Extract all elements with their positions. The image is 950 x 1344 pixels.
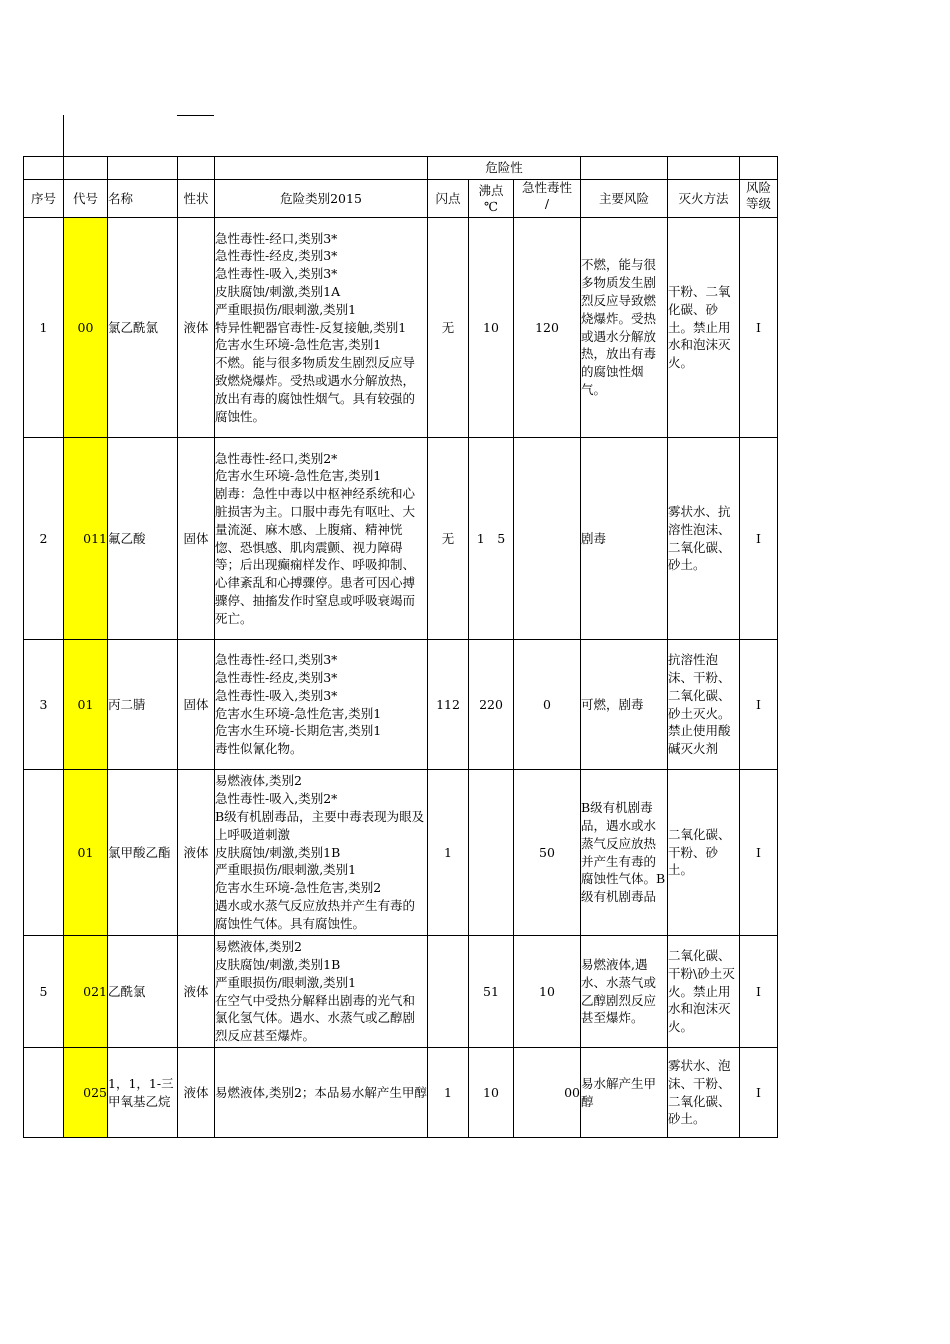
flash-cell: 无 (428, 218, 469, 438)
hazard-table (23, 156, 778, 1138)
category-cell: 易燃液体,类别2 急性毒性-吸入,类别2* B级有机剧毒品，主要中毒表现为眼及上呼吸道刺激 皮肤腐蚀/刺激,类别1B 严重眼损伤/眼刺激,类别1 危害水生环境-急性危害,类别2 遇水或水蒸气反应放热并产生有毒的腐蚀性气体。具有腐蚀性。 (215, 770, 428, 936)
boil-cell: 10 (469, 1048, 514, 1138)
table-row (24, 770, 778, 936)
tox-cell (514, 438, 581, 640)
hazard-group-label: 危险性 (428, 157, 581, 180)
category-cell: 易燃液体,类别2 皮肤腐蚀/刺激,类别1B 严重眼损伤/眼刺激,类别1 在空气中受热分解释出剧毒的光气和氯化氢气体。遇水、水蒸气或乙醇剧烈反应甚至爆炸。 (215, 936, 428, 1048)
category-cell: 急性毒性-经口,类别3* 急性毒性-经皮,类别3* 急性毒性-吸入,类别3* 危害水生环境-急性危害,类别1 危害水生环境-长期危害,类别1 毒性似氰化物。 (215, 640, 428, 770)
tox-cell: 10 (514, 936, 581, 1048)
col-header-flash: 闪点 (428, 180, 469, 218)
table-row (24, 218, 778, 438)
flash-cell (428, 936, 469, 1048)
boil-cell: 220 (469, 640, 514, 770)
col-header-level: 风险 等级 (740, 180, 778, 218)
name-cell: 丙二腈 (108, 640, 178, 770)
decorative-horizontal-line (177, 115, 214, 116)
col-header-tox: 急性毒性 / (514, 180, 581, 218)
state-cell: 液体 (178, 770, 215, 936)
name-cell: 乙酰氯 (108, 936, 178, 1048)
decorative-vertical-line (63, 115, 64, 157)
seq-cell (24, 770, 64, 936)
risk-cell: 不燃，能与很多物质发生剧烈反应导致燃烧爆炸。受热或遇水分解放热，放出有毒的腐蚀性烟气。 (581, 218, 668, 438)
fire-cell: 二氧化碳、干粉、砂土。 (668, 770, 740, 936)
level-cell: I (740, 438, 778, 640)
code-cell: 00 (64, 218, 108, 438)
flash-cell: 无 (428, 438, 469, 640)
col-header-seq: 序号 (24, 180, 64, 218)
seq-cell: 5 (24, 936, 64, 1048)
fire-cell: 二氧化碳、干粉\砂土灭火。禁止用水和泡沫灭火。 (668, 936, 740, 1048)
risk-cell: 可燃，剧毒 (581, 640, 668, 770)
tox-cell: 00 (514, 1048, 581, 1138)
state-cell: 液体 (178, 218, 215, 438)
code-cell: 025 (64, 1048, 108, 1138)
header-group-row (24, 157, 778, 180)
state-cell: 液体 (178, 1048, 215, 1138)
state-cell: 固体 (178, 438, 215, 640)
level-cell: I (740, 770, 778, 936)
fire-cell: 雾状水、泡沫、干粉、二氧化碳、砂土。 (668, 1048, 740, 1138)
risk-cell: 剧毒 (581, 438, 668, 640)
seq-cell: 2 (24, 438, 64, 640)
fire-cell: 干粉、二氧化碳、砂土。禁止用水和泡沫灭火。 (668, 218, 740, 438)
code-cell: 01 (64, 770, 108, 936)
code-cell: 011 (64, 438, 108, 640)
risk-cell: B级有机剧毒品，遇水或水蒸气反应放热并产生有毒的腐蚀性气体。B级有机剧毒品 (581, 770, 668, 936)
col-header-risk: 主要风险 (581, 180, 668, 218)
fire-cell: 雾状水、抗溶性泡沫、二氧化碳、砂土。 (668, 438, 740, 640)
level-cell: I (740, 640, 778, 770)
code-cell: 01 (64, 640, 108, 770)
boil-cell: 10 (469, 218, 514, 438)
level-cell: I (740, 218, 778, 438)
level-cell: I (740, 1048, 778, 1138)
col-header-state: 性状 (178, 180, 215, 218)
name-cell: 1，1，1-三甲氧基乙烷 (108, 1048, 178, 1138)
col-header-code: 代号 (64, 180, 108, 218)
state-cell: 固体 (178, 640, 215, 770)
col-header-name: 名称 (108, 180, 178, 218)
table-row (24, 438, 778, 640)
col-header-category: 危险类别2015 (215, 180, 428, 218)
category-cell: 急性毒性-经口,类别3* 急性毒性-经皮,类别3* 急性毒性-吸入,类别3* 皮肤腐蚀/刺激,类别1A 严重眼损伤/眼刺激,类别1 特异性靶器官毒性-反复接触,类别1 危害水生环境-急性危害,类别1 不燃。能与很多物质发生剧烈反应导致燃烧爆炸。受热或遇水分解放热，放出有毒的腐蚀性烟气。具有较强的腐蚀性。 (215, 218, 428, 438)
code-cell: 021 (64, 936, 108, 1048)
name-cell: 氯甲酸乙酯 (108, 770, 178, 936)
header-row (24, 180, 778, 218)
boil-cell: 1 5 (469, 438, 514, 640)
seq-cell: 1 (24, 218, 64, 438)
boil-cell (469, 770, 514, 936)
risk-cell: 易燃液体,遇水、水蒸气或乙醇剧烈反应甚至爆炸。 (581, 936, 668, 1048)
name-cell: 氟乙酸 (108, 438, 178, 640)
boil-cell: 51 (469, 936, 514, 1048)
fire-cell: 抗溶性泡沫、干粉、二氧化碳、砂土灭火。禁止使用酸碱灭火剂 (668, 640, 740, 770)
seq-cell (24, 1048, 64, 1138)
col-header-fire: 灭火方法 (668, 180, 740, 218)
name-cell: 氯乙酰氯 (108, 218, 178, 438)
table-row (24, 640, 778, 770)
flash-cell: 1 (428, 770, 469, 936)
state-cell: 液体 (178, 936, 215, 1048)
table-row (24, 1048, 778, 1138)
risk-cell: 易水解产生甲醇 (581, 1048, 668, 1138)
tox-cell: 120 (514, 218, 581, 438)
flash-cell: 112 (428, 640, 469, 770)
seq-cell: 3 (24, 640, 64, 770)
table-row (24, 936, 778, 1048)
col-header-boil: 沸点 ℃ (469, 180, 514, 218)
tox-cell: 0 (514, 640, 581, 770)
category-cell: 易燃液体,类别2；本品易水解产生甲醇 (215, 1048, 428, 1138)
category-cell: 急性毒性-经口,类别2* 危害水生环境-急性危害,类别1 剧毒：急性中毒以中枢神经系统和心脏损害为主。口服中毒先有呕吐、大量流涎、麻木感、上腹痛、精神恍惚、恐惧感、肌肉震颤、视力障碍等；后出现癫痫样发作、呼吸抑制、心律紊乱和心搏骤停。患者可因心搏骤停、抽搐发作时窒息或呼吸衰竭而死亡。 (215, 438, 428, 640)
flash-cell: 1 (428, 1048, 469, 1138)
tox-cell: 50 (514, 770, 581, 936)
level-cell: I (740, 936, 778, 1048)
